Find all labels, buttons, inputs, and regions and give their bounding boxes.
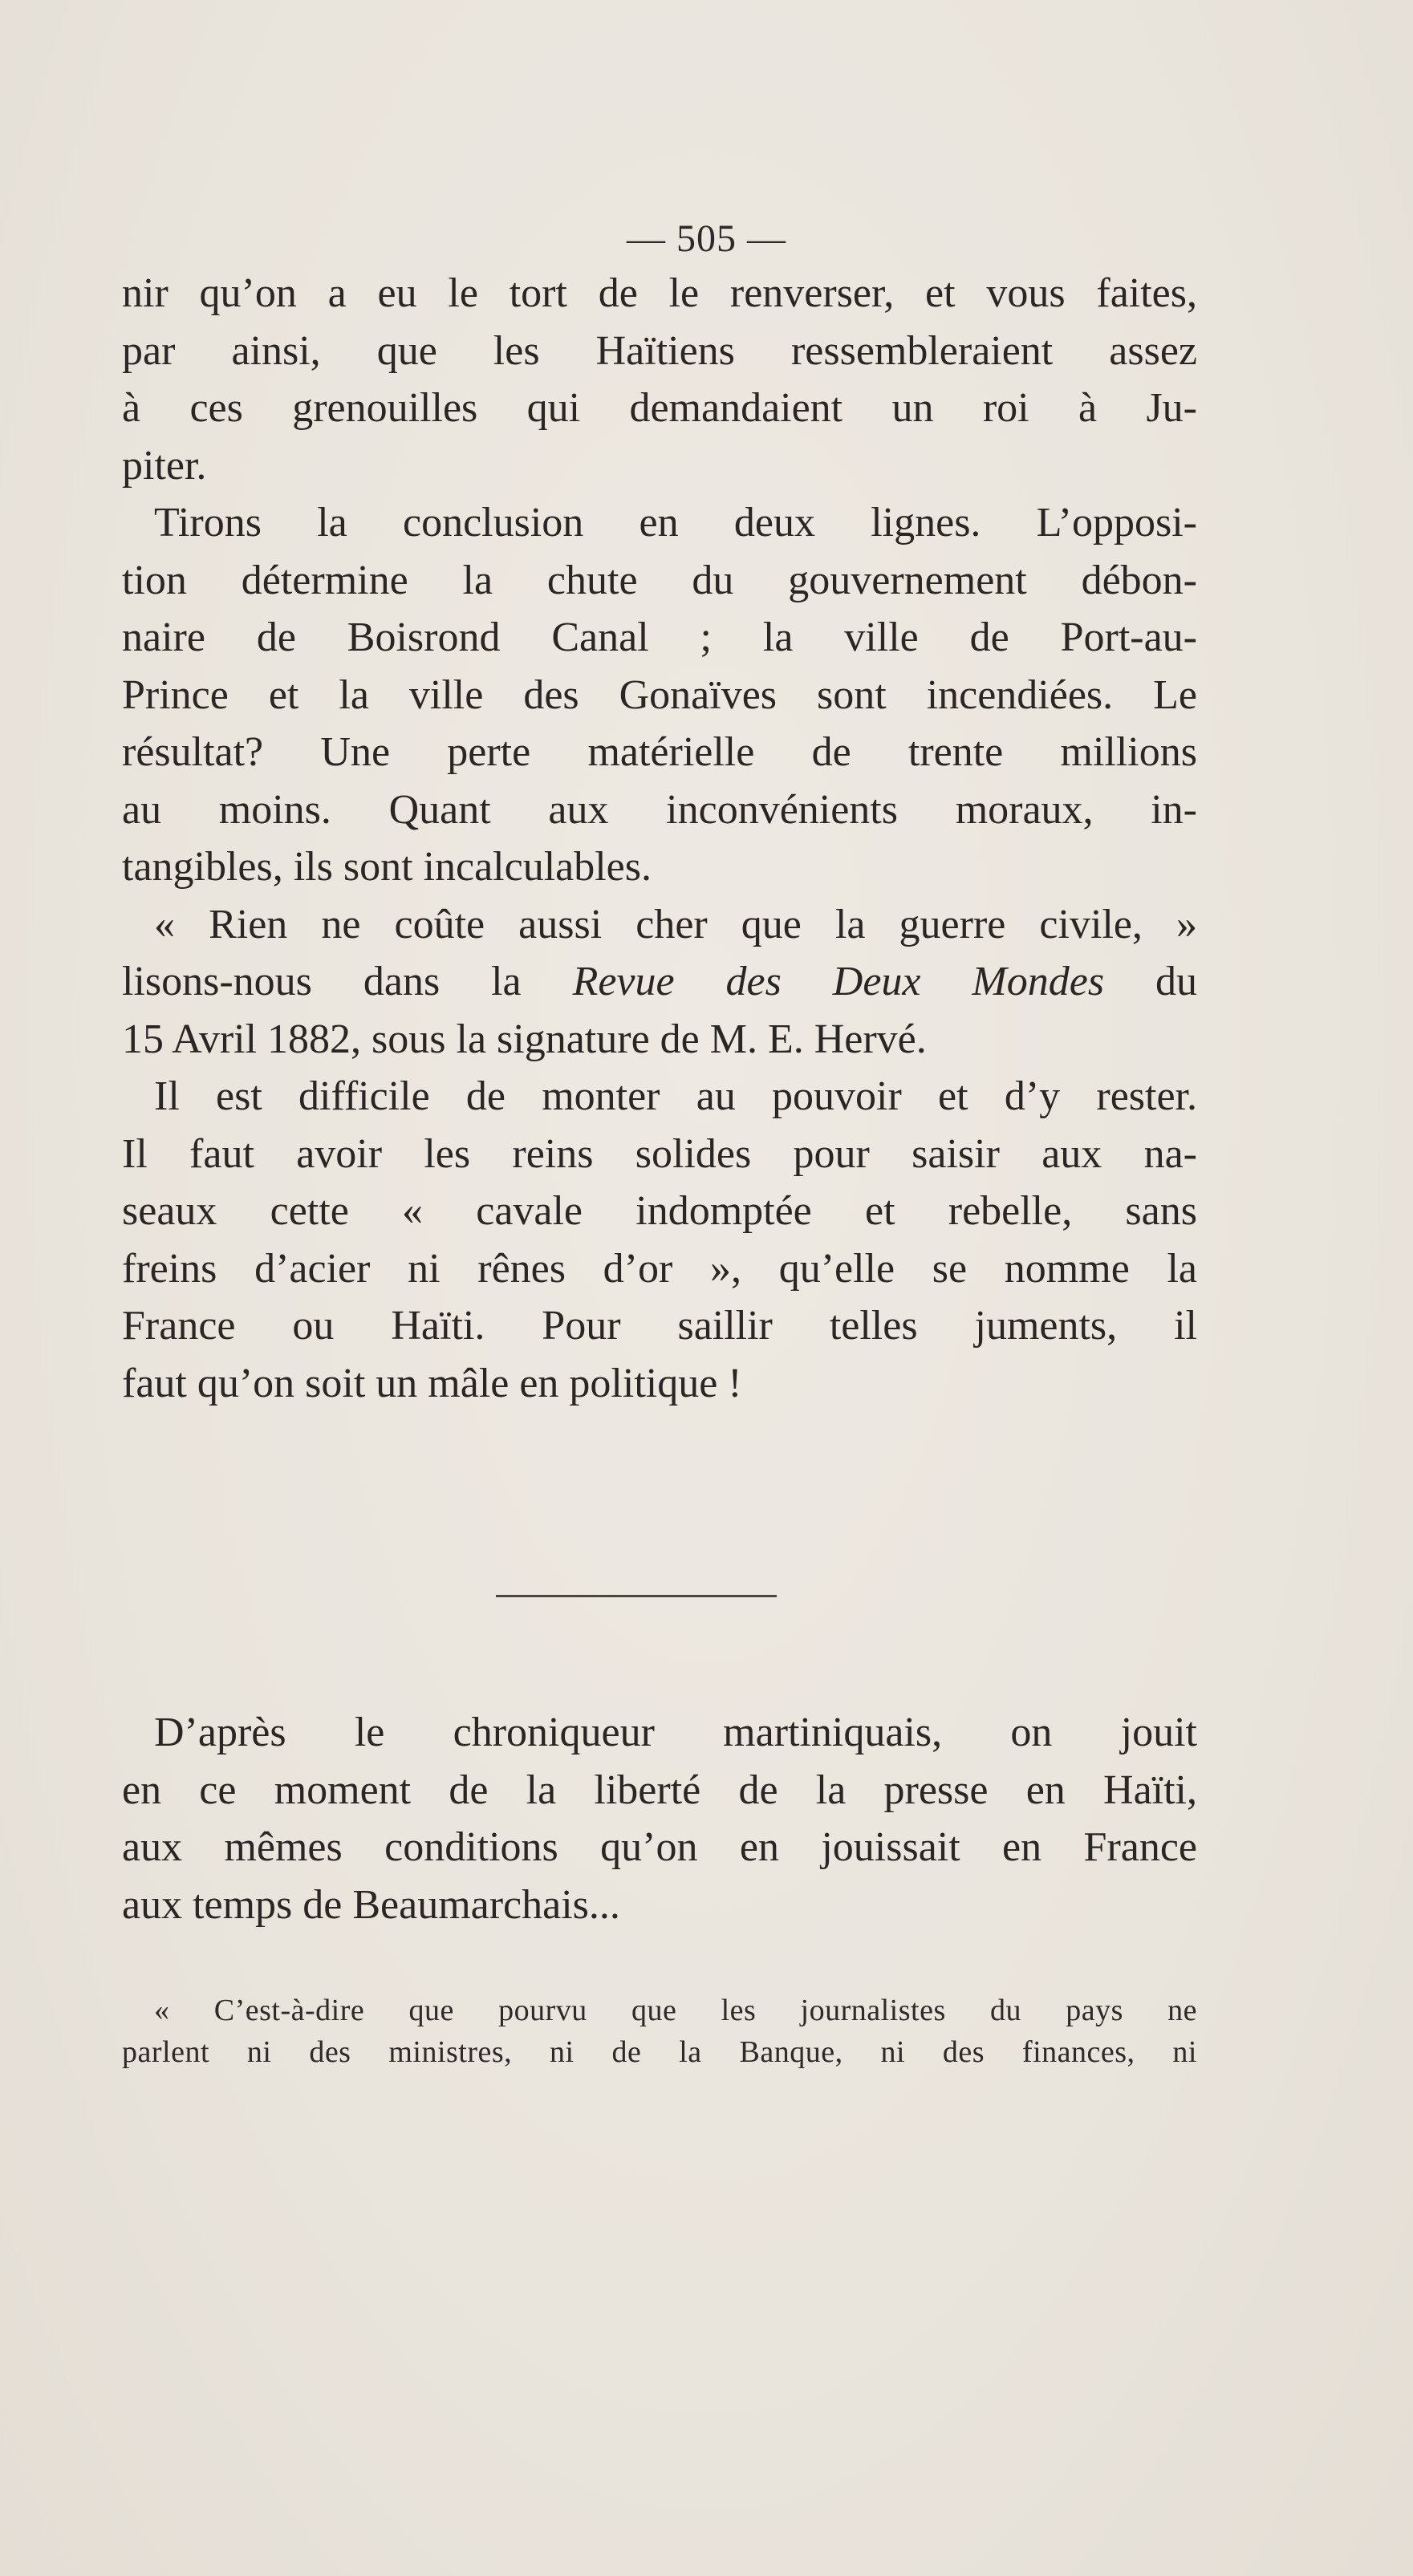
text-line: piter. bbox=[122, 442, 207, 489]
text-line: 15 Avril 1882, sous la signature de M. E. Hervé. bbox=[122, 1016, 927, 1062]
text-line: faut qu’on soit un mâle en politique ! bbox=[122, 1360, 742, 1406]
text-line: résultat? Une perte matérielle de trente millions bbox=[122, 729, 1197, 775]
text-line: nir qu’on a eu le tort de le renverser, et vous faites, bbox=[122, 270, 1197, 316]
revue-after: du bbox=[1104, 959, 1197, 1004]
text-line: à ces grenouilles qui demandaient un roi à Ju- bbox=[122, 385, 1197, 431]
text-line: par ainsi, que les Haïtiens ressembleraient assez bbox=[122, 327, 1197, 374]
text-line: D’après le chroniqueur martiniquais, on jouit bbox=[154, 1710, 1197, 1755]
text-line: « Rien ne coûte aussi cher que la guerre civile, » bbox=[154, 901, 1197, 947]
page-number: — 505 — bbox=[627, 217, 786, 260]
text-line: aux temps de Beaumarchais... bbox=[122, 1881, 620, 1928]
text-line: tangibles, ils sont incalculables. bbox=[122, 844, 652, 890]
text-line: Prince et la ville des Gonaïves sont incendiées. Le bbox=[122, 671, 1197, 718]
main-text bbox=[122, 265, 1197, 1412]
revue-title: Revue des Deux Mondes bbox=[572, 959, 1105, 1004]
section-divider bbox=[496, 1595, 777, 1597]
text-line: seaux cette « cavale indomptée et rebelle, sans bbox=[122, 1188, 1197, 1234]
after-text bbox=[122, 1704, 1197, 1933]
footnote-line: parlent ni des ministres, ni de la Banque, ni des finances, ni bbox=[122, 2035, 1197, 2069]
text-line: au moins. Quant aux inconvénients moraux, in- bbox=[122, 786, 1197, 833]
text-line: naire de Boisrond Canal ; la ville de Port-au- bbox=[122, 615, 1197, 660]
text-line: Il est difficile de monter au pouvoir et d’y rester. bbox=[154, 1073, 1197, 1119]
text-line: freins d’acier ni rênes d’or », qu’elle se nomme la bbox=[122, 1245, 1197, 1292]
footnote-line: « C’est-à-dire que pourvu que les journalistes du pays ne bbox=[154, 1994, 1197, 2027]
text-line: Il faut avoir les reins solides pour saisir aux na- bbox=[122, 1130, 1197, 1177]
text-line: aux mêmes conditions qu’on en jouissait en France bbox=[122, 1824, 1197, 1870]
text-line: en ce moment de la liberté de la presse en Haïti, bbox=[122, 1767, 1197, 1813]
revue-before: lisons-nous dans la bbox=[122, 959, 573, 1004]
footnote bbox=[122, 1990, 1197, 2073]
text-line: France ou Haïti. Pour saillir telles juments, il bbox=[122, 1303, 1197, 1349]
text-line: tion détermine la chute du gouvernement débon- bbox=[122, 557, 1197, 603]
text-line-revue bbox=[122, 953, 1197, 1011]
text-line: Tirons la conclusion en deux lignes. L’opposi- bbox=[154, 500, 1197, 546]
